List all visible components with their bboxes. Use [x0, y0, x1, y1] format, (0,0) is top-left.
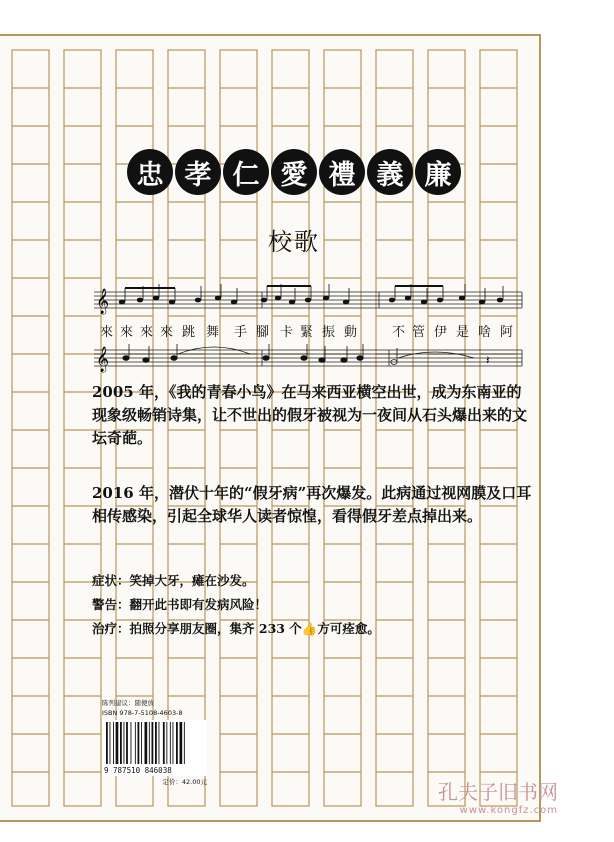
lyric-syllable: 振 [322, 325, 336, 340]
note-head [437, 298, 443, 303]
lyric-syllable: 不 [392, 325, 406, 340]
lyric-syllable: 動 [344, 325, 358, 340]
note-head [123, 356, 129, 361]
treatment-label: 治疗： [92, 621, 130, 636]
music-score [94, 254, 524, 374]
treatment-text: 拍照分享朋友圈，集齐 233 个👍方可痊愈。 [129, 621, 380, 636]
note-head [405, 296, 411, 301]
treble-clef: 𝄞 [96, 347, 110, 372]
warning-text: 翻开此书即有发病风险！ [129, 597, 268, 612]
lyric-syllable: 阿 [500, 325, 514, 340]
barcode-bar [106, 722, 108, 764]
motto-character: 忠 [127, 149, 173, 195]
barcode-bar [113, 722, 114, 764]
barcode-bar [155, 722, 157, 764]
lyric-syllable: 緊 [300, 325, 314, 340]
note-head [153, 296, 159, 301]
barcode-bar [170, 722, 171, 764]
note-head [143, 358, 149, 363]
note-head [357, 356, 363, 361]
treatment-line [92, 619, 380, 637]
lyric-syllable: 來 [160, 325, 174, 340]
price-label: 定价： [162, 778, 182, 786]
note-head [301, 356, 307, 361]
shelving-suggestion: 陈列建议：随便放 [102, 699, 154, 707]
rest-symbol: 𝄽 [486, 353, 490, 367]
motto-banner [127, 149, 461, 195]
barcode-bar [135, 722, 136, 764]
motto-character: 禮 [319, 149, 365, 195]
note-head [215, 296, 221, 301]
note-head [289, 300, 295, 305]
barcode-bar [159, 722, 160, 764]
note-head [275, 296, 281, 301]
song-title: 校歌 [268, 228, 320, 256]
motto-character: 仁 [223, 149, 269, 195]
lyric-syllable: 管 [412, 325, 426, 340]
book-cover [0, 34, 541, 822]
note-head [231, 300, 237, 305]
barcode-bar [173, 722, 174, 764]
lyric-syllable: 跳 [182, 325, 196, 340]
barcode-digits: 9 787510 846038 [104, 766, 172, 775]
note-head [319, 358, 325, 363]
motto-character: 孝 [175, 149, 221, 195]
barcode-bar [141, 722, 142, 764]
treble-clef: 𝄞 [96, 289, 110, 314]
lyric-syllable: 來 [120, 325, 134, 340]
note-head [421, 300, 427, 305]
barcode-bar [126, 722, 128, 764]
barcode [102, 720, 207, 776]
note-head [343, 300, 349, 305]
note-head [389, 298, 395, 303]
note-head [341, 358, 347, 363]
lyric-syllable: 手 [234, 325, 248, 340]
lyric-syllable: 來 [140, 325, 154, 340]
barcode-bar [176, 722, 178, 764]
lyric-syllable: 來 [100, 325, 114, 340]
note-head [137, 298, 143, 303]
motto-character: 愛 [271, 149, 317, 195]
note-head [305, 298, 311, 303]
watermark-logo-text: 孔夫子旧书网 [438, 780, 558, 804]
motto-character: 義 [367, 149, 413, 195]
tie-slur [178, 347, 250, 354]
motto-character: 廉 [415, 149, 461, 195]
lyric-syllable: 卡 [280, 325, 294, 340]
barcode-bar [166, 722, 167, 764]
lyric-syllable: 舞 [206, 325, 220, 340]
barcode-bar [145, 722, 148, 764]
barcode-bar [116, 722, 119, 764]
warning-line [92, 595, 267, 613]
watermark-url: www.kongfz.com [459, 805, 558, 816]
note-head [263, 356, 269, 361]
warning-label: 警告： [92, 597, 130, 612]
symptom-line [92, 571, 255, 589]
note-head [323, 296, 329, 301]
lyric-syllable: 腳 [256, 325, 270, 340]
paragraph-2016: 2016 年，潜伏十年的“假牙病”再次爆发。此病通过视网膜及口耳相传感染，引起全球华人读者惊惶，看得假牙差点掉出来。 [92, 484, 532, 525]
lyric-syllable: 伊 [434, 325, 448, 340]
note-head [497, 298, 503, 303]
lyric-syllable: 啥 [478, 325, 492, 340]
note-head [459, 296, 465, 301]
paragraph-2005: 2005 年，《我的青春小鸟》在马来西亚横空出世，成为东南亚的现象级畅销诗集，让不世出的假牙被视为一夜间从石头爆出来的文坛奇葩。 [92, 383, 528, 447]
barcode-bar [124, 722, 125, 764]
grid-column [12, 50, 49, 806]
lyric-syllable: 是 [456, 325, 470, 340]
barcode-bar [180, 722, 183, 764]
note-head [479, 300, 485, 305]
symptom-label: 症状： [92, 573, 130, 588]
barcode-bar [152, 722, 154, 764]
barcode-bar [184, 722, 185, 764]
barcode-bar [138, 722, 140, 764]
symptom-text: 笑掉大牙，瘫在沙发。 [129, 573, 255, 588]
barcode-bar [131, 722, 132, 764]
note-head [119, 300, 125, 305]
isbn-text: ISBN 978-7-5108-4603-8 [102, 709, 183, 717]
barcode-bar [120, 722, 122, 764]
note-head [169, 300, 175, 305]
tie-slur [398, 352, 474, 358]
barcode-bar [110, 722, 111, 764]
barcode-block [102, 698, 207, 786]
note-head [195, 298, 201, 303]
price-value: 42.00元 [181, 778, 207, 786]
watermark [438, 776, 558, 816]
note-head [261, 298, 267, 303]
note-head [171, 356, 177, 361]
barcode-bar [163, 722, 165, 764]
barcode-bar [149, 722, 150, 764]
price-row [102, 777, 207, 786]
